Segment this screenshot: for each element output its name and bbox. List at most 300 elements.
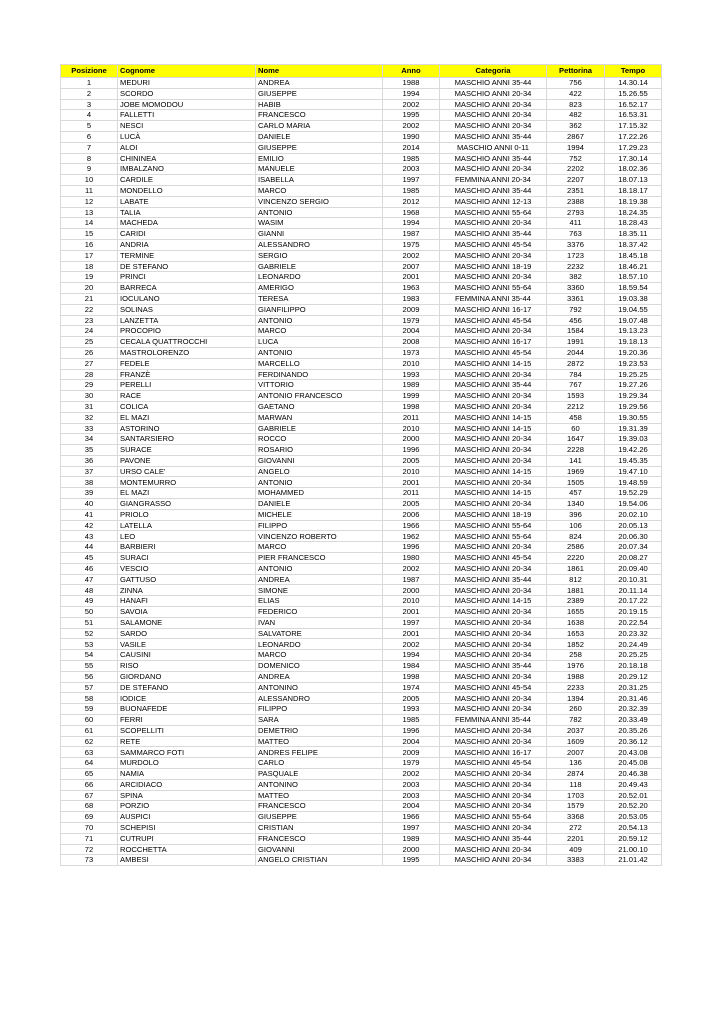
cell-anno: 2011 (383, 488, 440, 499)
cell-nome: DEMETRIO (256, 725, 383, 736)
cell-tempo: 19.31.39 (605, 423, 662, 434)
cell-cognome: BUONAFEDE (118, 704, 256, 715)
cell-nome: MARCO (256, 542, 383, 553)
cell-tempo: 18.28.43 (605, 218, 662, 229)
cell-cognome: LABATE (118, 196, 256, 207)
table-row (61, 628, 662, 639)
cell-posizione: 26 (61, 347, 118, 358)
cell-pettorina: 2228 (547, 445, 605, 456)
cell-anno: 1999 (383, 391, 440, 402)
cell-pettorina: 409 (547, 844, 605, 855)
cell-pettorina: 362 (547, 121, 605, 132)
cell-pettorina: 1881 (547, 585, 605, 596)
cell-posizione: 47 (61, 574, 118, 585)
cell-nome: ANGELO (256, 466, 383, 477)
table-row (61, 218, 662, 229)
cell-tempo: 18.46.21 (605, 261, 662, 272)
cell-categoria: MASCHIO ANNI 18-19 (440, 509, 547, 520)
cell-tempo: 19.48.59 (605, 477, 662, 488)
cell-categoria: MASCHIO ANNI 20-34 (440, 542, 547, 553)
cell-cognome: MURDOLO (118, 758, 256, 769)
cell-cognome: MONTEMURRO (118, 477, 256, 488)
cell-pettorina: 382 (547, 272, 605, 283)
table-row (61, 445, 662, 456)
cell-anno: 1996 (383, 725, 440, 736)
cell-pettorina: 1852 (547, 639, 605, 650)
cell-anno: 2010 (383, 423, 440, 434)
cell-anno: 1975 (383, 239, 440, 250)
table-row (61, 477, 662, 488)
cell-anno: 1996 (383, 542, 440, 553)
cell-posizione: 8 (61, 153, 118, 164)
cell-cognome: FEDELE (118, 358, 256, 369)
cell-tempo: 20.46.38 (605, 769, 662, 780)
cell-posizione: 63 (61, 747, 118, 758)
cell-pettorina: 118 (547, 779, 605, 790)
cell-anno: 2000 (383, 585, 440, 596)
table-row (61, 542, 662, 553)
table-row (61, 682, 662, 693)
cell-nome: LEONARDO (256, 272, 383, 283)
cell-cognome: EL MAZI (118, 488, 256, 499)
cell-tempo: 20.07.34 (605, 542, 662, 553)
cell-anno: 1984 (383, 661, 440, 672)
table-row (61, 88, 662, 99)
cell-nome: MARCO (256, 650, 383, 661)
cell-posizione: 70 (61, 822, 118, 833)
cell-tempo: 20.36.12 (605, 736, 662, 747)
cell-categoria: MASCHIO ANNI 20-34 (440, 272, 547, 283)
cell-tempo: 17.29.23 (605, 142, 662, 153)
table-row (61, 401, 662, 412)
cell-tempo: 20.11.14 (605, 585, 662, 596)
cell-cognome: GATTUSO (118, 574, 256, 585)
cell-pettorina: 2207 (547, 175, 605, 186)
cell-pettorina: 792 (547, 304, 605, 315)
cell-anno: 1966 (383, 520, 440, 531)
cell-cognome: RACE (118, 391, 256, 402)
cell-categoria: MASCHIO ANNI 35-44 (440, 833, 547, 844)
cell-tempo: 20.52.20 (605, 801, 662, 812)
cell-tempo: 20.05.13 (605, 520, 662, 531)
cell-anno: 2008 (383, 337, 440, 348)
table-row (61, 671, 662, 682)
cell-categoria: MASCHIO ANNI 20-34 (440, 445, 547, 456)
cell-tempo: 20.59.12 (605, 833, 662, 844)
cell-nome: ANDRES FELIPE (256, 747, 383, 758)
cell-cognome: SOLINAS (118, 304, 256, 315)
cell-posizione: 69 (61, 812, 118, 823)
cell-pettorina: 752 (547, 153, 605, 164)
cell-pettorina: 782 (547, 715, 605, 726)
cell-anno: 2007 (383, 261, 440, 272)
cell-posizione: 22 (61, 304, 118, 315)
cell-nome: MARCO (256, 326, 383, 337)
cell-pettorina: 2867 (547, 131, 605, 142)
cell-cognome: URSO CALE' (118, 466, 256, 477)
table-row (61, 272, 662, 283)
cell-cognome: ALOI (118, 142, 256, 153)
cell-cognome: PRIOLO (118, 509, 256, 520)
table-row (61, 758, 662, 769)
cell-posizione: 16 (61, 239, 118, 250)
cell-categoria: MASCHIO ANNI 55-64 (440, 283, 547, 294)
cell-pettorina: 422 (547, 88, 605, 99)
cell-posizione: 14 (61, 218, 118, 229)
table-row (61, 207, 662, 218)
header-categoria: Categoria (440, 65, 547, 78)
cell-cognome: SANTARSIERO (118, 434, 256, 445)
cell-anno: 2010 (383, 358, 440, 369)
cell-nome: IVAN (256, 617, 383, 628)
table-row (61, 110, 662, 121)
cell-pettorina: 458 (547, 412, 605, 423)
cell-cognome: PERELLI (118, 380, 256, 391)
cell-categoria: FEMMINA ANNI 35-44 (440, 715, 547, 726)
cell-categoria: MASCHIO ANNI 20-34 (440, 779, 547, 790)
table-row (61, 563, 662, 574)
cell-cognome: CHININEA (118, 153, 256, 164)
cell-cognome: CARDILE (118, 175, 256, 186)
cell-anno: 2004 (383, 326, 440, 337)
cell-anno: 1988 (383, 78, 440, 89)
cell-tempo: 20.25.25 (605, 650, 662, 661)
cell-anno: 2010 (383, 466, 440, 477)
cell-tempo: 19.29.56 (605, 401, 662, 412)
cell-posizione: 62 (61, 736, 118, 747)
cell-nome: MANUELE (256, 164, 383, 175)
cell-pettorina: 1723 (547, 250, 605, 261)
cell-nome: FEDERICO (256, 607, 383, 618)
cell-nome: MATTEO (256, 790, 383, 801)
cell-pettorina: 2793 (547, 207, 605, 218)
cell-tempo: 20.53.05 (605, 812, 662, 823)
cell-anno: 2001 (383, 272, 440, 283)
cell-anno: 2002 (383, 250, 440, 261)
cell-categoria: MASCHIO ANNI 20-34 (440, 563, 547, 574)
cell-nome: ANDREA (256, 574, 383, 585)
cell-cognome: SCHEPISI (118, 822, 256, 833)
cell-nome: ANTONINO (256, 779, 383, 790)
cell-posizione: 39 (61, 488, 118, 499)
cell-cognome: LEO (118, 531, 256, 542)
cell-nome: SARA (256, 715, 383, 726)
cell-tempo: 19.04.55 (605, 304, 662, 315)
cell-pettorina: 2044 (547, 347, 605, 358)
cell-cognome: SURACI (118, 553, 256, 564)
cell-nome: ALESSANDRO (256, 693, 383, 704)
cell-cognome: CECALA QUATTROCCHI (118, 337, 256, 348)
cell-nome: ANGELO CRISTIAN (256, 855, 383, 866)
cell-posizione: 1 (61, 78, 118, 89)
cell-tempo: 19.30.55 (605, 412, 662, 423)
cell-anno: 1997 (383, 617, 440, 628)
cell-pettorina: 396 (547, 509, 605, 520)
cell-pettorina: 1988 (547, 671, 605, 682)
cell-nome: PASQUALE (256, 769, 383, 780)
cell-pettorina: 2872 (547, 358, 605, 369)
cell-pettorina: 2232 (547, 261, 605, 272)
cell-anno: 1998 (383, 401, 440, 412)
cell-nome: SERGIO (256, 250, 383, 261)
cell-anno: 2006 (383, 509, 440, 520)
cell-posizione: 10 (61, 175, 118, 186)
cell-tempo: 20.33.49 (605, 715, 662, 726)
cell-anno: 2000 (383, 434, 440, 445)
cell-pettorina: 824 (547, 531, 605, 542)
cell-tempo: 20.23.32 (605, 628, 662, 639)
cell-categoria: MASCHIO ANNI 14-15 (440, 466, 547, 477)
cell-pettorina: 60 (547, 423, 605, 434)
cell-nome: GIANFILIPPO (256, 304, 383, 315)
table-row (61, 466, 662, 477)
cell-posizione: 11 (61, 185, 118, 196)
cell-nome: MOHAMMED (256, 488, 383, 499)
cell-anno: 2002 (383, 639, 440, 650)
cell-posizione: 17 (61, 250, 118, 261)
cell-anno: 2002 (383, 121, 440, 132)
cell-cognome: AMBESI (118, 855, 256, 866)
cell-nome: SALVATORE (256, 628, 383, 639)
cell-pettorina: 3376 (547, 239, 605, 250)
cell-cognome: BARRECA (118, 283, 256, 294)
cell-categoria: MASCHIO ANNI 45-54 (440, 682, 547, 693)
table-row (61, 121, 662, 132)
cell-posizione: 36 (61, 455, 118, 466)
cell-tempo: 20.24.49 (605, 639, 662, 650)
cell-nome: GABRIELE (256, 261, 383, 272)
cell-nome: LUCA (256, 337, 383, 348)
cell-tempo: 15.26.55 (605, 88, 662, 99)
cell-tempo: 20.35.26 (605, 725, 662, 736)
cell-posizione: 19 (61, 272, 118, 283)
cell-pettorina: 1703 (547, 790, 605, 801)
cell-tempo: 19.13.23 (605, 326, 662, 337)
cell-pettorina: 1584 (547, 326, 605, 337)
cell-posizione: 38 (61, 477, 118, 488)
cell-pettorina: 2233 (547, 682, 605, 693)
cell-nome: ANTONIO (256, 477, 383, 488)
cell-tempo: 20.49.43 (605, 779, 662, 790)
cell-categoria: MASCHIO ANNI 20-34 (440, 790, 547, 801)
cell-anno: 1980 (383, 553, 440, 564)
table-row (61, 736, 662, 747)
cell-nome: ROSARIO (256, 445, 383, 456)
cell-posizione: 61 (61, 725, 118, 736)
cell-posizione: 59 (61, 704, 118, 715)
cell-nome: DOMENICO (256, 661, 383, 672)
table-row (61, 779, 662, 790)
cell-cognome: LUCÀ (118, 131, 256, 142)
cell-pettorina: 2388 (547, 196, 605, 207)
cell-posizione: 60 (61, 715, 118, 726)
cell-posizione: 32 (61, 412, 118, 423)
cell-cognome: EL MAZI (118, 412, 256, 423)
cell-cognome: ANDRIA (118, 239, 256, 250)
cell-tempo: 18.19.38 (605, 196, 662, 207)
cell-nome: ANTONIO FRANCESCO (256, 391, 383, 402)
cell-cognome: PROCOPIO (118, 326, 256, 337)
cell-categoria: MASCHIO ANNI 55-64 (440, 812, 547, 823)
cell-posizione: 37 (61, 466, 118, 477)
cell-posizione: 21 (61, 293, 118, 304)
table-row (61, 488, 662, 499)
cell-posizione: 56 (61, 671, 118, 682)
cell-cognome: CUTRUPI (118, 833, 256, 844)
table-row (61, 596, 662, 607)
cell-nome: WASIM (256, 218, 383, 229)
cell-pettorina: 1340 (547, 499, 605, 510)
cell-categoria: MASCHIO ANNI 45-54 (440, 315, 547, 326)
cell-anno: 1974 (383, 682, 440, 693)
cell-categoria: MASCHIO ANNI 20-34 (440, 650, 547, 661)
header-row (61, 65, 662, 78)
cell-anno: 2001 (383, 607, 440, 618)
cell-nome: PIER FRANCESCO (256, 553, 383, 564)
cell-pettorina: 2212 (547, 401, 605, 412)
cell-categoria: MASCHIO ANNI 55-64 (440, 531, 547, 542)
cell-cognome: IMBALZANO (118, 164, 256, 175)
cell-posizione: 42 (61, 520, 118, 531)
cell-categoria: MASCHIO ANNI 45-54 (440, 239, 547, 250)
cell-nome: ELIAS (256, 596, 383, 607)
cell-cognome: BARBIERI (118, 542, 256, 553)
cell-categoria: MASCHIO ANNI 20-34 (440, 844, 547, 855)
cell-nome: ISABELLA (256, 175, 383, 186)
cell-pettorina: 3368 (547, 812, 605, 823)
cell-anno: 2002 (383, 563, 440, 574)
table-row (61, 769, 662, 780)
cell-categoria: MASCHIO ANNI 20-34 (440, 401, 547, 412)
cell-nome: GIUSEPPE (256, 142, 383, 153)
table-row (61, 704, 662, 715)
cell-posizione: 2 (61, 88, 118, 99)
cell-nome: GIOVANNI (256, 455, 383, 466)
cell-anno: 1994 (383, 650, 440, 661)
table-row (61, 99, 662, 110)
table-row (61, 283, 662, 294)
cell-anno: 2011 (383, 412, 440, 423)
cell-tempo: 19.29.34 (605, 391, 662, 402)
cell-anno: 1993 (383, 704, 440, 715)
cell-tempo: 20.29.12 (605, 671, 662, 682)
cell-categoria: MASCHIO ANNI 20-34 (440, 99, 547, 110)
cell-categoria: MASCHIO ANNI 35-44 (440, 380, 547, 391)
cell-posizione: 54 (61, 650, 118, 661)
table-row (61, 380, 662, 391)
table-row (61, 509, 662, 520)
cell-nome: ANTONIO (256, 563, 383, 574)
cell-tempo: 18.45.18 (605, 250, 662, 261)
cell-categoria: MASCHIO ANNI 45-54 (440, 758, 547, 769)
cell-categoria: MASCHIO ANNI 20-34 (440, 369, 547, 380)
cell-posizione: 7 (61, 142, 118, 153)
cell-categoria: MASCHIO ANNI 20-34 (440, 218, 547, 229)
cell-tempo: 17.15.32 (605, 121, 662, 132)
cell-cognome: FERRI (118, 715, 256, 726)
cell-cognome: PRINCI (118, 272, 256, 283)
cell-categoria: MASCHIO ANNI 35-44 (440, 131, 547, 142)
cell-nome: FRANCESCO (256, 801, 383, 812)
table-row (61, 585, 662, 596)
cell-categoria: MASCHIO ANNI 0-11 (440, 142, 547, 153)
cell-pettorina: 812 (547, 574, 605, 585)
cell-posizione: 52 (61, 628, 118, 639)
cell-categoria: MASCHIO ANNI 20-34 (440, 822, 547, 833)
cell-cognome: ROCCHETTA (118, 844, 256, 855)
cell-categoria: MASCHIO ANNI 12-13 (440, 196, 547, 207)
cell-nome: VITTORIO (256, 380, 383, 391)
cell-posizione: 44 (61, 542, 118, 553)
cell-pettorina: 2389 (547, 596, 605, 607)
cell-anno: 2003 (383, 790, 440, 801)
cell-tempo: 16.53.31 (605, 110, 662, 121)
cell-tempo: 17.30.14 (605, 153, 662, 164)
table-row (61, 790, 662, 801)
cell-categoria: MASCHIO ANNI 20-34 (440, 585, 547, 596)
cell-posizione: 57 (61, 682, 118, 693)
cell-posizione: 73 (61, 855, 118, 866)
cell-categoria: MASCHIO ANNI 20-34 (440, 769, 547, 780)
table-row (61, 164, 662, 175)
cell-pettorina: 2202 (547, 164, 605, 175)
cell-tempo: 20.02.10 (605, 509, 662, 520)
cell-pettorina: 1638 (547, 617, 605, 628)
header-pettorina: Pettorina (547, 65, 605, 78)
cell-anno: 1983 (383, 293, 440, 304)
cell-categoria: MASCHIO ANNI 20-34 (440, 725, 547, 736)
cell-tempo: 19.47.10 (605, 466, 662, 477)
cell-anno: 2005 (383, 693, 440, 704)
cell-nome: GIUSEPPE (256, 88, 383, 99)
cell-anno: 1985 (383, 185, 440, 196)
cell-nome: MICHELE (256, 509, 383, 520)
cell-cognome: SCOPELLITI (118, 725, 256, 736)
cell-categoria: MASCHIO ANNI 16-17 (440, 337, 547, 348)
cell-tempo: 20.10.31 (605, 574, 662, 585)
cell-nome: ANTONINO (256, 682, 383, 693)
cell-tempo: 20.19.15 (605, 607, 662, 618)
cell-pettorina: 2037 (547, 725, 605, 736)
cell-categoria: MASCHIO ANNI 35-44 (440, 229, 547, 240)
cell-nome: ROCCO (256, 434, 383, 445)
cell-categoria: FEMMINA ANNI 35-44 (440, 293, 547, 304)
cell-pettorina: 2220 (547, 553, 605, 564)
cell-posizione: 31 (61, 401, 118, 412)
table-row (61, 574, 662, 585)
table-row (61, 175, 662, 186)
cell-anno: 2004 (383, 736, 440, 747)
cell-categoria: MASCHIO ANNI 14-15 (440, 423, 547, 434)
table-row (61, 78, 662, 89)
cell-posizione: 43 (61, 531, 118, 542)
cell-nome: GIOVANNI (256, 844, 383, 855)
cell-tempo: 19.23.53 (605, 358, 662, 369)
cell-anno: 1979 (383, 758, 440, 769)
cell-categoria: MASCHIO ANNI 14-15 (440, 488, 547, 499)
table-row (61, 337, 662, 348)
cell-nome: GABRIELE (256, 423, 383, 434)
cell-pettorina: 1505 (547, 477, 605, 488)
table-row (61, 304, 662, 315)
cell-cognome: TALIA (118, 207, 256, 218)
cell-posizione: 55 (61, 661, 118, 672)
cell-tempo: 19.42.26 (605, 445, 662, 456)
cell-categoria: MASCHIO ANNI 20-34 (440, 801, 547, 812)
table-row (61, 812, 662, 823)
cell-posizione: 28 (61, 369, 118, 380)
cell-cognome: GIORDANO (118, 671, 256, 682)
